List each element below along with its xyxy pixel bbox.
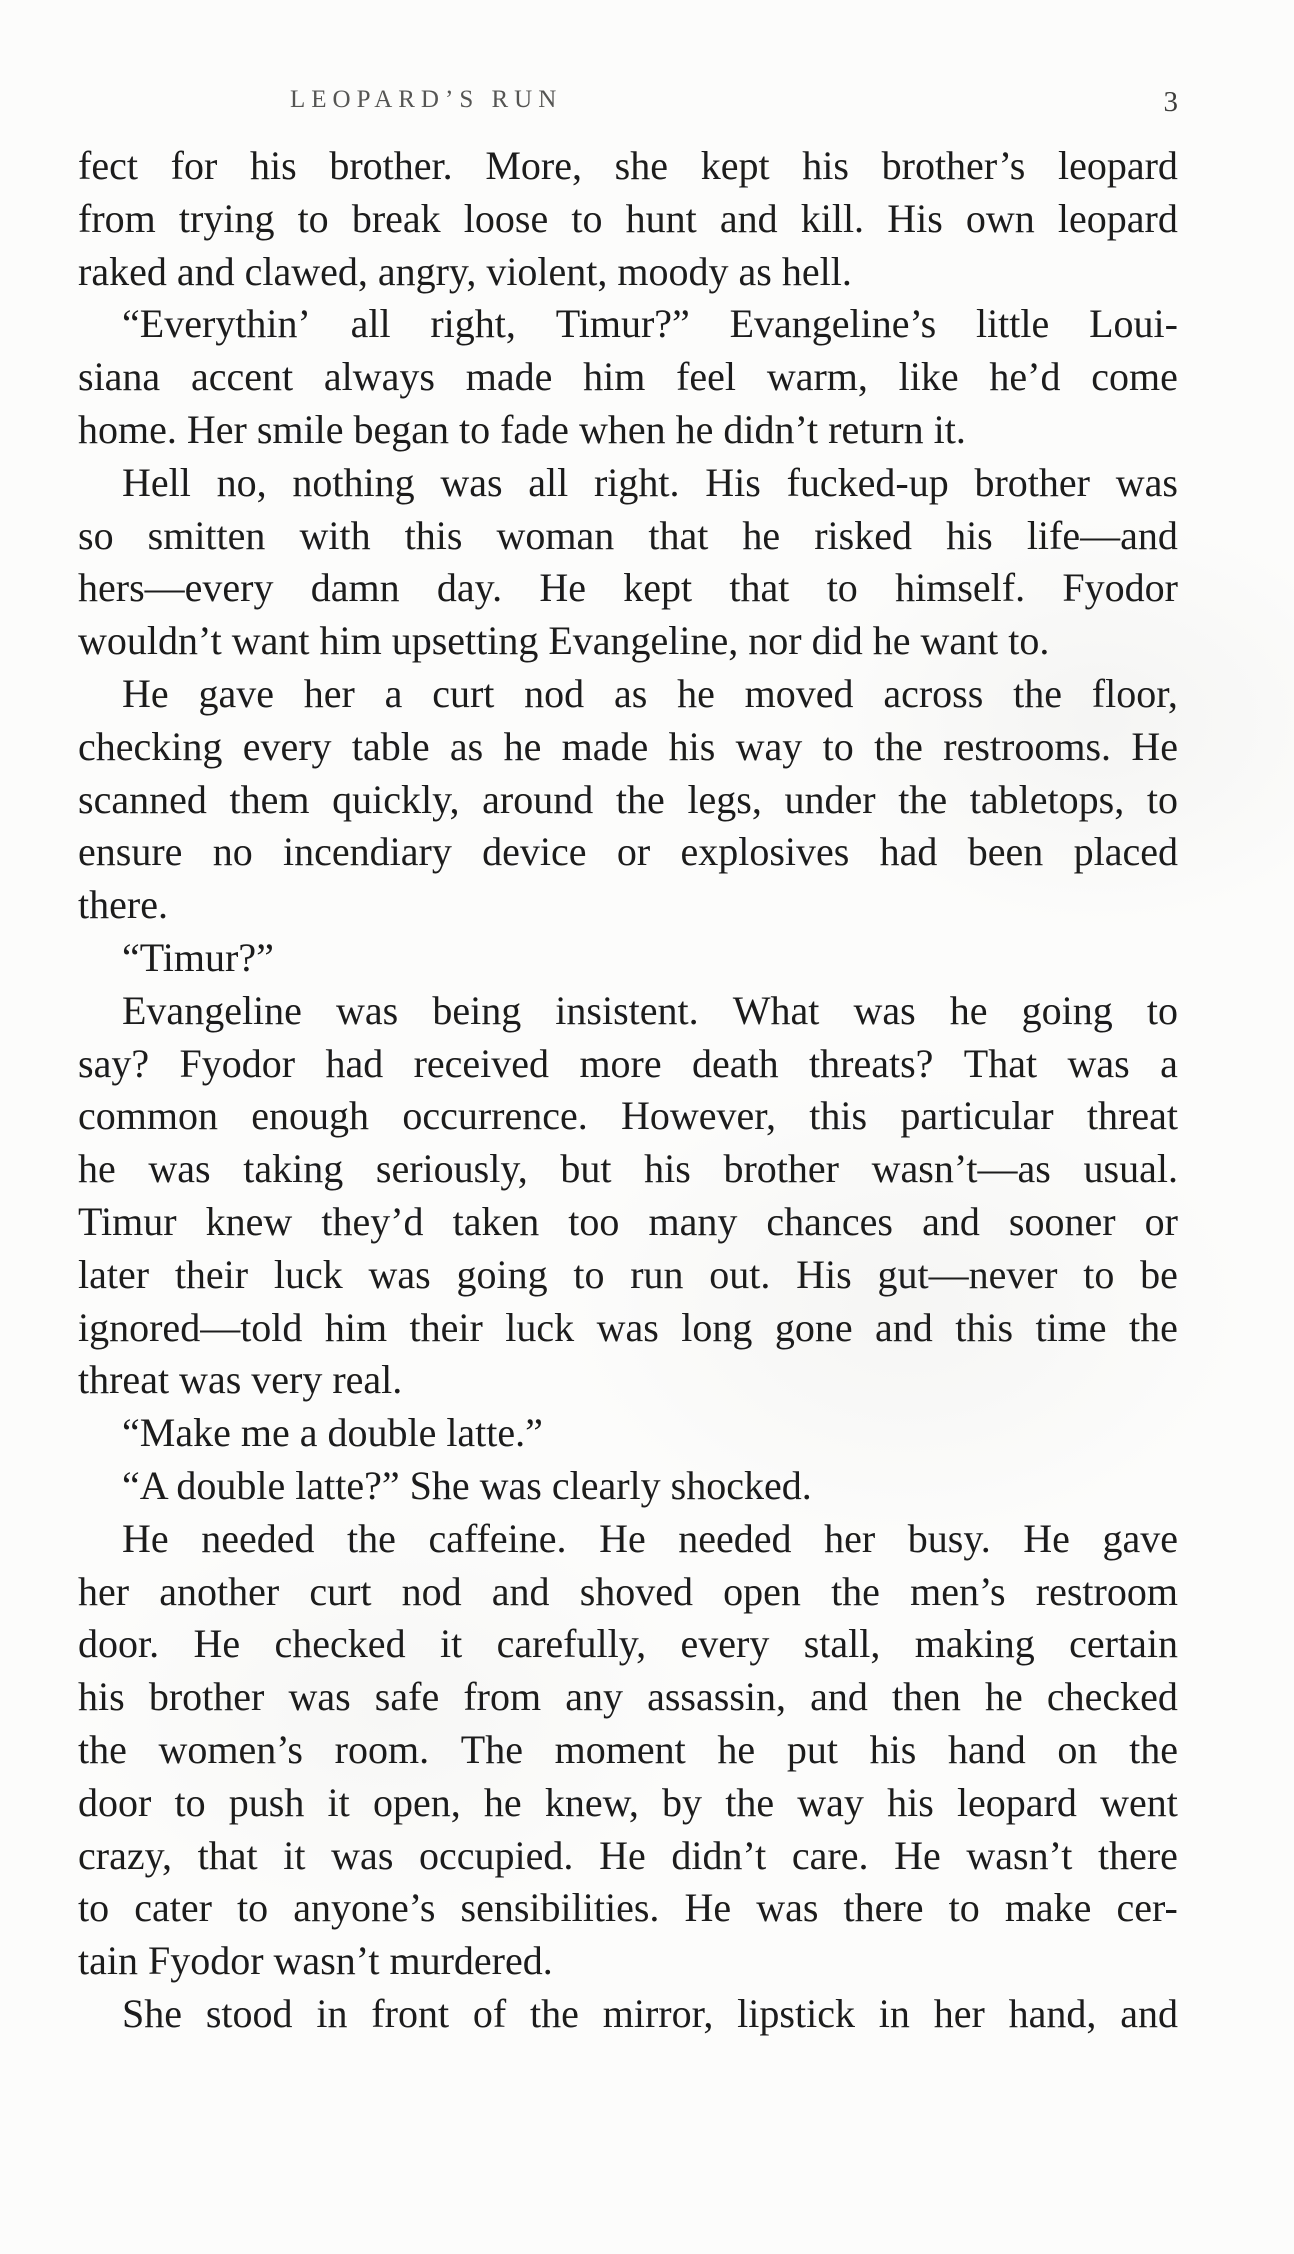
text-line: her another curt nod and shoved open the men’s restroom bbox=[78, 1568, 1178, 1614]
text-line: so smitten with this woman that he risked his life—and bbox=[78, 512, 1178, 558]
page-body bbox=[78, 140, 1178, 2041]
text-line: ignored—told him their luck was long gone and this time the bbox=[78, 1304, 1178, 1350]
running-header bbox=[78, 86, 1178, 126]
paragraph bbox=[78, 1460, 1178, 1513]
text-line: raked and clawed, angry, violent, moody as hell. bbox=[78, 248, 852, 294]
text-line: Timur knew they’d taken too many chances and sooner or bbox=[78, 1198, 1178, 1244]
text-line: He gave her a curt nod as he moved across the floor, bbox=[122, 670, 1178, 716]
text-line: He needed the caffeine. He needed her busy. He gave bbox=[122, 1515, 1178, 1561]
text-line: say? Fyodor had received more death threats? That was a bbox=[78, 1040, 1178, 1086]
running-title: LEOPARD’S RUN bbox=[290, 86, 563, 113]
paragraph bbox=[78, 932, 1178, 985]
text-line: Hell no, nothing was all right. His fucked-up brother was bbox=[122, 459, 1178, 505]
text-line: hers—every damn day. He kept that to himself. Fyodor bbox=[78, 565, 1178, 611]
text-line: from trying to break loose to hunt and kill. His own leopard bbox=[78, 195, 1178, 241]
text-line: home. Her smile began to fade when he didn’t return it. bbox=[78, 406, 966, 452]
text-line: “Make me a double latte.” bbox=[122, 1410, 543, 1456]
page-number: 3 bbox=[1163, 86, 1178, 118]
text-line: Evangeline was being insistent. What was he going to bbox=[122, 987, 1178, 1033]
text-line: common enough occurrence. However, this particular threat bbox=[78, 1093, 1178, 1139]
text-line: there. bbox=[78, 882, 168, 928]
text-line: “Timur?” bbox=[122, 934, 274, 980]
text-line: siana accent always made him feel warm, like he’d come bbox=[78, 354, 1178, 400]
text-line: “A double latte?” She was clearly shocked. bbox=[122, 1462, 812, 1508]
text-line: crazy, that it was occupied. He didn’t care. He wasn’t there bbox=[78, 1832, 1178, 1878]
paragraph bbox=[78, 140, 1178, 298]
text-line: scanned them quickly, around the legs, under the tabletops, to bbox=[78, 776, 1178, 822]
text-line: ensure no incendiary device or explosives had been placed bbox=[78, 829, 1178, 875]
text-line: door. He checked it carefully, every stall, making certain bbox=[78, 1621, 1178, 1667]
paragraph bbox=[78, 1407, 1178, 1460]
text-line: the women’s room. The moment he put his hand on the bbox=[78, 1726, 1178, 1772]
text-line: fect for his brother. More, she kept his brother’s leopard bbox=[78, 143, 1178, 188]
text-line: threat was very real. bbox=[78, 1357, 403, 1403]
paragraph bbox=[78, 457, 1178, 668]
paragraph bbox=[78, 668, 1178, 932]
text-line: wouldn’t want him upsetting Evangeline, nor did he want to. bbox=[78, 618, 1050, 664]
text-line: his brother was safe from any assassin, and then he checked bbox=[78, 1674, 1178, 1720]
paragraph bbox=[78, 985, 1178, 1407]
text-line: door to push it open, he knew, by the way his leopard went bbox=[78, 1779, 1178, 1825]
paragraph bbox=[78, 1988, 1178, 2041]
text-line: later their luck was going to run out. His gut—never to be bbox=[78, 1251, 1178, 1297]
text-line: tain Fyodor wasn’t murdered. bbox=[78, 1938, 553, 1984]
paragraph bbox=[78, 1513, 1178, 1988]
text-line: checking every table as he made his way to the restrooms. He bbox=[78, 723, 1178, 769]
paragraph bbox=[78, 298, 1178, 456]
text-line: he was taking seriously, but his brother wasn’t—as usual. bbox=[78, 1146, 1178, 1192]
text-line: to cater to anyone’s sensibilities. He was there to make cer- bbox=[78, 1885, 1178, 1931]
text-line: “Everythin’ all right, Timur?” Evangeline’s little Loui- bbox=[122, 301, 1178, 347]
text-line: She stood in front of the mirror, lipstick in her hand, and bbox=[122, 1990, 1178, 2036]
